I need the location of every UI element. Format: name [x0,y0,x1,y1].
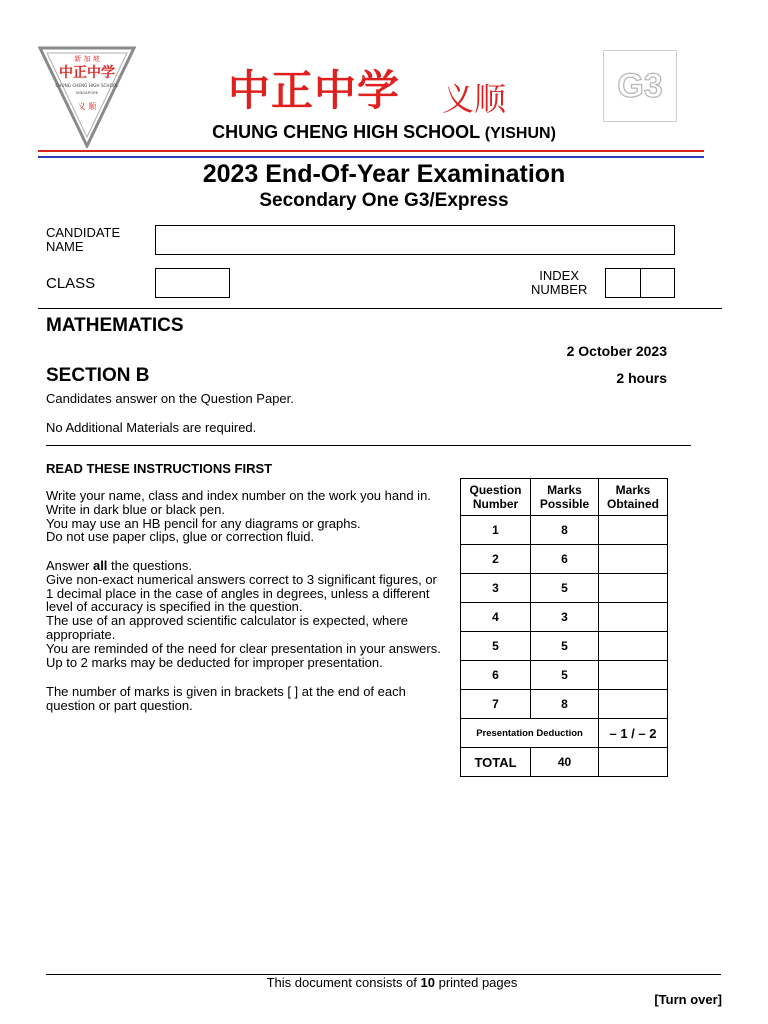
marks-obtained-cell[interactable] [599,545,668,574]
header-rule-red [38,150,704,152]
marks-possible: 6 [531,545,599,574]
instruction-line: You may use an HB pencil for any diagrams or graphs. [46,515,361,531]
instruction-line: Up to 2 marks may be deducted for improper presentation. [46,654,383,670]
subject-title: MATHEMATICS [46,315,184,336]
candidate-name-field[interactable] [155,225,675,255]
marks-possible: 3 [531,603,599,632]
presentation-deduction-label: Presentation Deduction [461,719,599,748]
school-name-en-branch: (YISHUN) [484,125,556,142]
page-count-prefix: This document consists of [266,975,421,990]
instruction-line: Write your name, class and index number on the work you hand in. [46,488,431,503]
answer-prefix: Answer [46,558,93,573]
index-digit-cell[interactable] [606,269,640,297]
materials-note: No Additional Materials are required. [46,420,257,435]
crest-country-text: SINGAPORE [75,90,99,95]
marks-possible: 5 [531,661,599,690]
table-row [461,690,668,719]
instructions-group-2 [46,559,446,669]
marks-obtained-cell[interactable] [599,632,668,661]
marks-obtained-cell[interactable] [599,516,668,545]
marks-obtained-cell[interactable] [599,574,668,603]
question-number: 7 [461,690,531,719]
exam-title: 2023 End-Of-Year Examination [202,160,566,188]
crest-mid-text: 中正中学 [59,65,115,81]
exam-subtitle: Secondary One G3/Express [259,190,509,211]
stream-badge-label: G3 [617,66,663,105]
table-row [461,632,668,661]
marks-possible: 8 [531,690,599,719]
header-rule-blue [38,156,704,158]
header-question-number: Question Number [461,479,531,516]
stream-badge [603,50,677,122]
instruction-line: Do not use paper clips, glue or correction fluid. [46,529,315,545]
marks-obtained-cell[interactable] [599,603,668,632]
question-number: 2 [461,545,531,574]
school-name-en-main: CHUNG CHENG HIGH SCHOOL [212,122,480,142]
header-marks-obtained: Marks Obtained [599,479,668,516]
instruction-line: The number of marks is given in brackets [ ] at the end of each question or part question. [46,684,406,713]
class-field[interactable] [155,268,230,298]
crest-top-text: 新 加 坡 [74,55,100,63]
index-number-field[interactable] [605,268,675,298]
instructions-group-1 [46,489,446,544]
answer-suffix: the questions. [107,558,192,573]
crest-bottom-text: 义 顺 [77,102,97,111]
answer-note: Candidates answer on the Question Paper. [46,391,294,406]
candidate-name-label-line2: NAME [46,239,84,254]
presentation-deduction-value: – 1 / – 2 [599,719,668,748]
question-number: 3 [461,574,531,603]
table-row [461,545,668,574]
presentation-row [461,719,668,748]
divider [46,445,691,446]
total-label: TOTAL [461,748,531,777]
candidate-name-label-line1: CANDIDATE [46,225,121,240]
page-count-note [0,975,768,990]
class-label: CLASS [46,275,96,292]
divider [38,308,722,309]
instruction-line: The use of an approved scientific calculator is expected, where appropriate. [46,613,409,642]
question-number: 5 [461,632,531,661]
candidate-name-label [46,226,120,254]
table-row [461,603,668,632]
section-title: SECTION B [46,365,150,386]
marks-possible: 5 [531,632,599,661]
total-row [461,748,668,777]
question-number: 1 [461,516,531,545]
marks-table [460,478,668,777]
page-count-suffix: printed pages [434,975,518,990]
school-branch-chinese: 义顺 [442,80,507,118]
question-number: 4 [461,603,531,632]
school-name-chinese: 中正中学 [228,66,401,115]
crest-en-text: CHUNG CHENG HIGH SCHOOL [55,83,119,88]
index-label-line2: NUMBER [531,282,588,297]
index-label-line1: INDEX [539,268,580,283]
table-row [461,661,668,690]
exam-duration: 2 hours [616,370,667,386]
school-name-english [0,122,768,143]
index-number-label [531,269,587,297]
marks-possible: 5 [531,574,599,603]
instructions-group-3 [46,685,446,713]
total-obtained-cell[interactable] [599,748,668,777]
answer-bold: all [92,558,108,573]
marks-possible: 8 [531,516,599,545]
table-row [461,516,668,545]
index-digit-cell[interactable] [640,269,675,297]
instruction-line [46,559,446,573]
question-number: 6 [461,661,531,690]
marks-obtained-cell[interactable] [599,690,668,719]
page-count: 10 [420,975,435,990]
marks-obtained-cell[interactable] [599,661,668,690]
header-marks-possible: Marks Possible [531,479,599,516]
table-header-row [461,479,668,516]
instruction-line: You are reminded of the need for clear presentation in your answers. [46,640,441,656]
table-row [461,574,668,603]
instructions-heading: READ THESE INSTRUCTIONS FIRST [46,461,273,476]
exam-date: 2 October 2023 [566,343,667,359]
turn-over-label: [Turn over] [654,992,722,1007]
instruction-line: Give non-exact numerical answers correct to 3 significant figures, or 1 decimal place in the case of angles in degrees, unless a different level of accuracy is specified in the question. [46,571,437,615]
instruction-line: Write in dark blue or black pen. [46,501,225,517]
total-possible: 40 [531,748,599,777]
